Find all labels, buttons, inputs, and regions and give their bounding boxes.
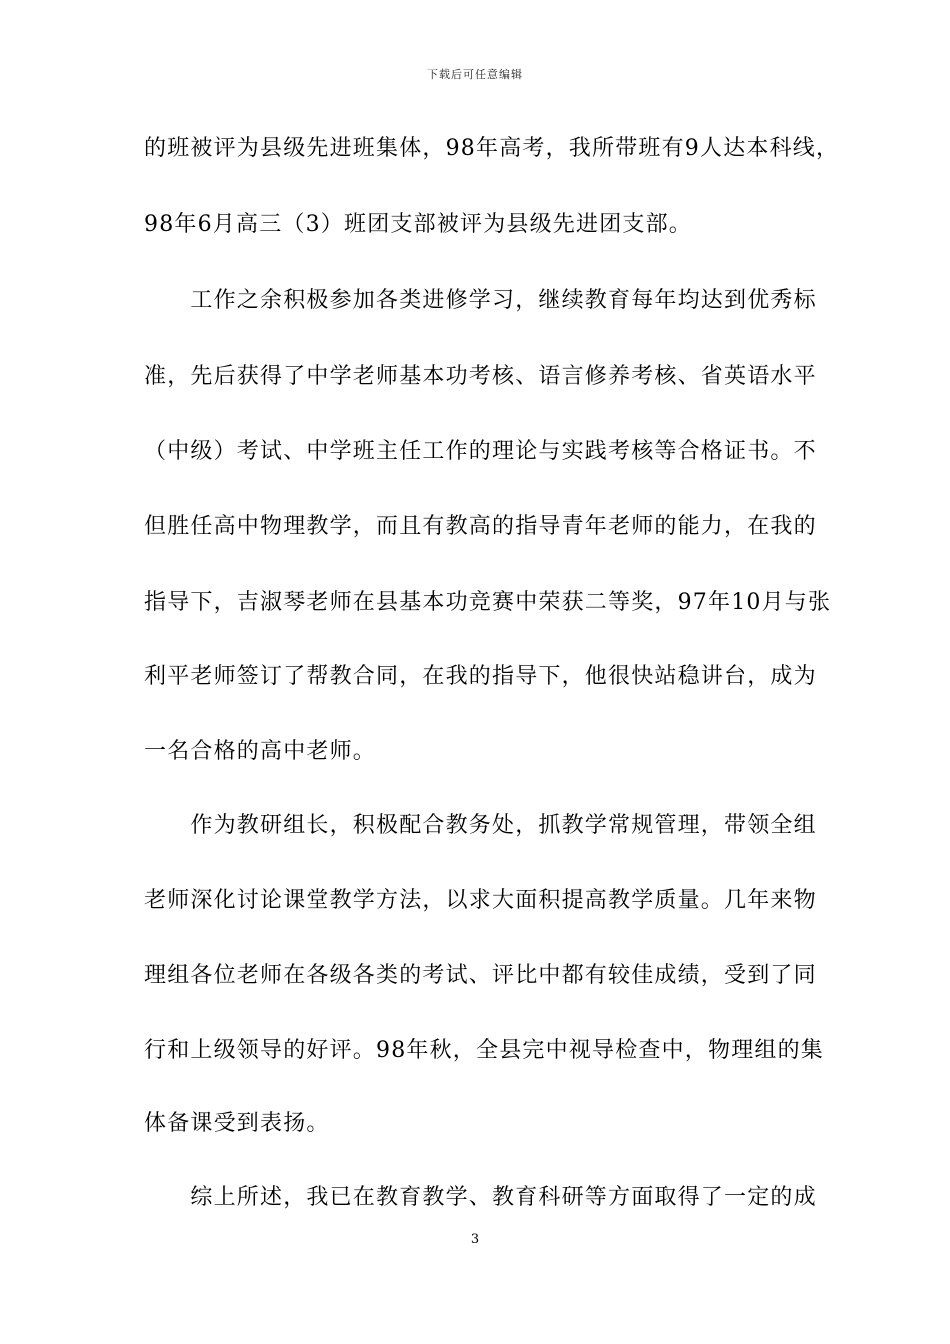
text-line: 的班被评为县级先进班集体，98年高考，我所带班有9人达本科线， xyxy=(144,136,840,161)
text-line: 指导下，吉淑琴老师在县基本功竞赛中荣获二等奖，97年10月与张 xyxy=(144,590,832,615)
page-number: 3 xyxy=(470,1232,480,1247)
text-line: 98年6月高三（3）班团支部被评为县级先进团支部。 xyxy=(144,212,692,237)
text-line: 工作之余积极参加各类进修学习，继续教育每年均达到优秀标 xyxy=(144,288,817,313)
page-header: 下载后可任意编辑 xyxy=(427,68,523,81)
text-line: 准，先后获得了中学老师基本功考核、语言修养考核、省英语水平 xyxy=(144,364,817,389)
text-line: 作为教研组长，积极配合教务处，抓教学常规管理，带领全组 xyxy=(144,813,817,838)
text-line: 利平老师签订了帮教合同，在我的指导下，他很快站稳讲台，成为 xyxy=(144,664,817,689)
text-line: 体备课受到表扬。 xyxy=(144,1111,330,1136)
text-line: 理组各位老师在各级各类的考试、评比中都有较佳成绩，受到了同 xyxy=(144,963,817,988)
text-line: 老师深化讨论课堂教学方法，以求大面积提高教学质量。几年来物 xyxy=(144,888,817,913)
text-line: 但胜任高中物理教学，而且有教高的指导青年老师的能力，在我的 xyxy=(144,514,817,539)
text-line: 行和上级领导的好评。98年秋，全县完中视导检查中，物理组的集 xyxy=(144,1038,824,1063)
text-line: 一名合格的高中老师。 xyxy=(144,739,377,764)
text-line: （中级）考试、中学班主任工作的理论与实践考核等合格证书。不 xyxy=(144,439,817,464)
text-line: 综上所述，我已在教育教学、教育科研等方面取得了一定的成 xyxy=(144,1185,817,1210)
